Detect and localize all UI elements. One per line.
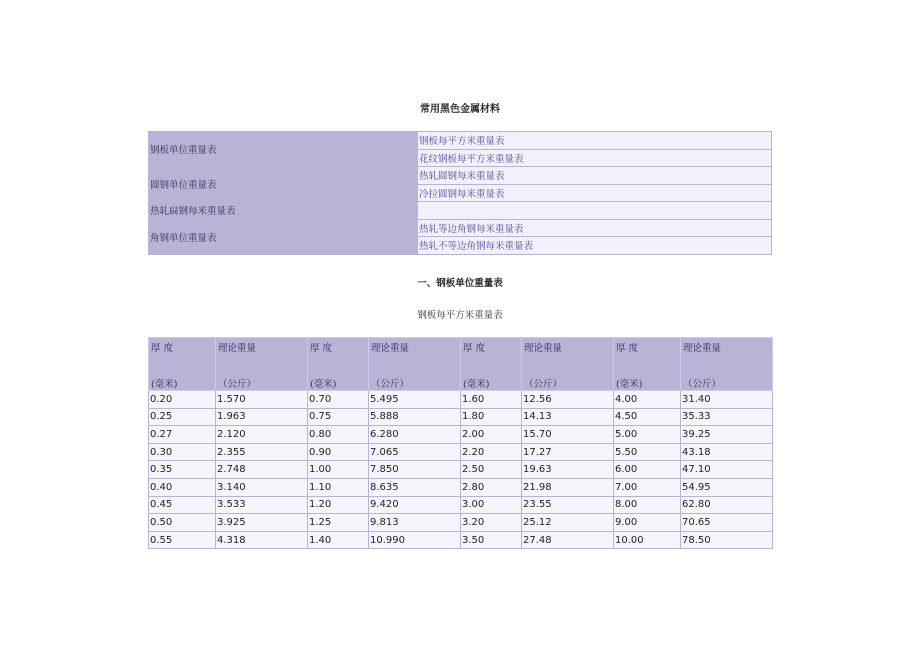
header-label: 理论重量 [683, 343, 722, 354]
table-header-row [149, 338, 773, 391]
header-label: 理论重量 [218, 343, 257, 354]
thickness-cell: 0.45 [149, 496, 216, 514]
column-header-weight [369, 338, 461, 391]
index-link-checker-plate-per-sqm[interactable]: 花纹钢板每平方米重量表 [418, 149, 772, 167]
table-row [149, 443, 773, 461]
weight-cell: 17.27 [522, 443, 614, 461]
thickness-cell: 1.80 [461, 408, 522, 426]
table-row [149, 531, 773, 549]
thickness-cell: 0.55 [149, 531, 216, 549]
thickness-cell: 3.50 [461, 531, 522, 549]
thickness-cell: 0.80 [308, 426, 369, 444]
weight-cell: 15.70 [522, 426, 614, 444]
weight-cell: 27.48 [522, 531, 614, 549]
weight-cell: 23.55 [522, 496, 614, 514]
index-row [149, 202, 772, 220]
thickness-cell: 3.00 [461, 496, 522, 514]
weight-cell: 78.50 [681, 531, 773, 549]
thickness-cell: 1.40 [308, 531, 369, 549]
weight-cell: 7.065 [369, 443, 461, 461]
weight-cell: 47.10 [681, 461, 773, 479]
index-link-round-steel[interactable]: 圆钢单位重量表 [149, 167, 418, 202]
index-table [148, 131, 772, 255]
weight-cell: 70.65 [681, 514, 773, 532]
thickness-cell: 0.20 [149, 391, 216, 409]
weight-cell: 35.33 [681, 408, 773, 426]
weight-cell: 3.925 [216, 514, 308, 532]
table-row [149, 391, 773, 409]
thickness-cell: 0.75 [308, 408, 369, 426]
thickness-cell: 0.35 [149, 461, 216, 479]
thickness-cell: 3.20 [461, 514, 522, 532]
weight-cell: 2.355 [216, 443, 308, 461]
index-row [149, 167, 772, 185]
thickness-cell: 1.60 [461, 391, 522, 409]
weight-cell: 5.495 [369, 391, 461, 409]
column-header-thickness [461, 338, 522, 391]
thickness-cell: 9.00 [614, 514, 681, 532]
table-row [149, 426, 773, 444]
weight-cell: 1.570 [216, 391, 308, 409]
header-label: 理论重量 [524, 343, 563, 354]
weight-cell: 14.13 [522, 408, 614, 426]
weight-cell: 62.80 [681, 496, 773, 514]
header-label: 厚 度 [616, 343, 639, 354]
thickness-cell: 8.00 [614, 496, 681, 514]
index-link-steel-plate[interactable]: 钢板单位重量表 [149, 132, 418, 167]
index-link-cold-drawn-round[interactable]: 冷拉圆钢每米重量表 [418, 184, 772, 202]
index-link-steel-plate-per-sqm[interactable]: 钢板每平方米重量表 [418, 132, 772, 150]
header-label: 厚 度 [310, 343, 333, 354]
weight-cell: 8.635 [369, 478, 461, 496]
column-header-weight [522, 338, 614, 391]
weight-cell: 10.990 [369, 531, 461, 549]
index-row [149, 132, 772, 150]
weight-cell: 43.18 [681, 443, 773, 461]
weight-cell: 7.850 [369, 461, 461, 479]
weight-cell: 12.56 [522, 391, 614, 409]
thickness-cell: 2.80 [461, 478, 522, 496]
table-row [149, 496, 773, 514]
thickness-cell: 0.30 [149, 443, 216, 461]
thickness-cell: 0.25 [149, 408, 216, 426]
weight-cell: 2.748 [216, 461, 308, 479]
thickness-cell: 0.27 [149, 426, 216, 444]
header-unit: （公斤） [371, 379, 410, 390]
header-unit: （公斤） [524, 379, 563, 390]
weight-cell: 19.63 [522, 461, 614, 479]
weight-cell: 4.318 [216, 531, 308, 549]
column-header-weight [216, 338, 308, 391]
weight-cell: 3.140 [216, 478, 308, 496]
weight-cell: 9.420 [369, 496, 461, 514]
thickness-cell: 5.00 [614, 426, 681, 444]
index-row [149, 219, 772, 237]
steel-plate-weight-table [148, 337, 773, 549]
header-unit: (毫米) [151, 379, 178, 390]
thickness-cell: 10.00 [614, 531, 681, 549]
weight-cell: 31.40 [681, 391, 773, 409]
thickness-cell: 4.00 [614, 391, 681, 409]
header-label: 理论重量 [371, 343, 410, 354]
weight-cell: 3.533 [216, 496, 308, 514]
weight-cell: 5.888 [369, 408, 461, 426]
page-title: 常用黑色金属材料 [420, 104, 500, 115]
header-unit: （公斤） [683, 379, 722, 390]
column-header-thickness [308, 338, 369, 391]
table-row [149, 461, 773, 479]
weight-cell: 25.12 [522, 514, 614, 532]
thickness-cell: 5.50 [614, 443, 681, 461]
thickness-cell: 1.00 [308, 461, 369, 479]
thickness-cell: 1.20 [308, 496, 369, 514]
header-unit: (毫米) [310, 379, 337, 390]
thickness-cell: 0.40 [149, 478, 216, 496]
column-header-thickness [614, 338, 681, 391]
weight-cell: 54.95 [681, 478, 773, 496]
index-link-unequal-angle[interactable]: 热轧不等边角钢每米重量表 [418, 237, 772, 255]
header-unit: (毫米) [463, 379, 490, 390]
index-link-flat-steel[interactable]: 热轧扁钢每米重量表 [149, 202, 418, 220]
index-link-hot-rolled-round[interactable]: 热轧圆钢每米重量表 [418, 167, 772, 185]
index-empty-cell [418, 202, 772, 220]
table-subtitle: 钢板每平方米重量表 [417, 310, 503, 321]
thickness-cell: 1.25 [308, 514, 369, 532]
thickness-cell: 0.90 [308, 443, 369, 461]
thickness-cell: 2.00 [461, 426, 522, 444]
section-title: 一、钢板单位重量表 [417, 278, 503, 289]
header-unit: (毫米) [616, 379, 643, 390]
thickness-cell: 2.20 [461, 443, 522, 461]
thickness-cell: 2.50 [461, 461, 522, 479]
weight-cell: 2.120 [216, 426, 308, 444]
thickness-cell: 1.10 [308, 478, 369, 496]
header-unit: （公斤） [218, 379, 257, 390]
column-header-thickness [149, 338, 216, 391]
thickness-cell: 0.70 [308, 391, 369, 409]
index-link-angle-steel[interactable]: 角钢单位重量表 [149, 219, 418, 254]
weight-cell: 39.25 [681, 426, 773, 444]
table-row [149, 478, 773, 496]
column-header-weight [681, 338, 773, 391]
header-label: 厚 度 [151, 343, 174, 354]
index-link-equal-angle[interactable]: 热轧等边角钢每米重量表 [418, 219, 772, 237]
table-row [149, 408, 773, 426]
weight-cell: 1.963 [216, 408, 308, 426]
table-row [149, 514, 773, 532]
thickness-cell: 6.00 [614, 461, 681, 479]
weight-cell: 6.280 [369, 426, 461, 444]
thickness-cell: 4.50 [614, 408, 681, 426]
thickness-cell: 0.50 [149, 514, 216, 532]
weight-cell: 9.813 [369, 514, 461, 532]
weight-cell: 21.98 [522, 478, 614, 496]
header-label: 厚 度 [463, 343, 486, 354]
thickness-cell: 7.00 [614, 478, 681, 496]
